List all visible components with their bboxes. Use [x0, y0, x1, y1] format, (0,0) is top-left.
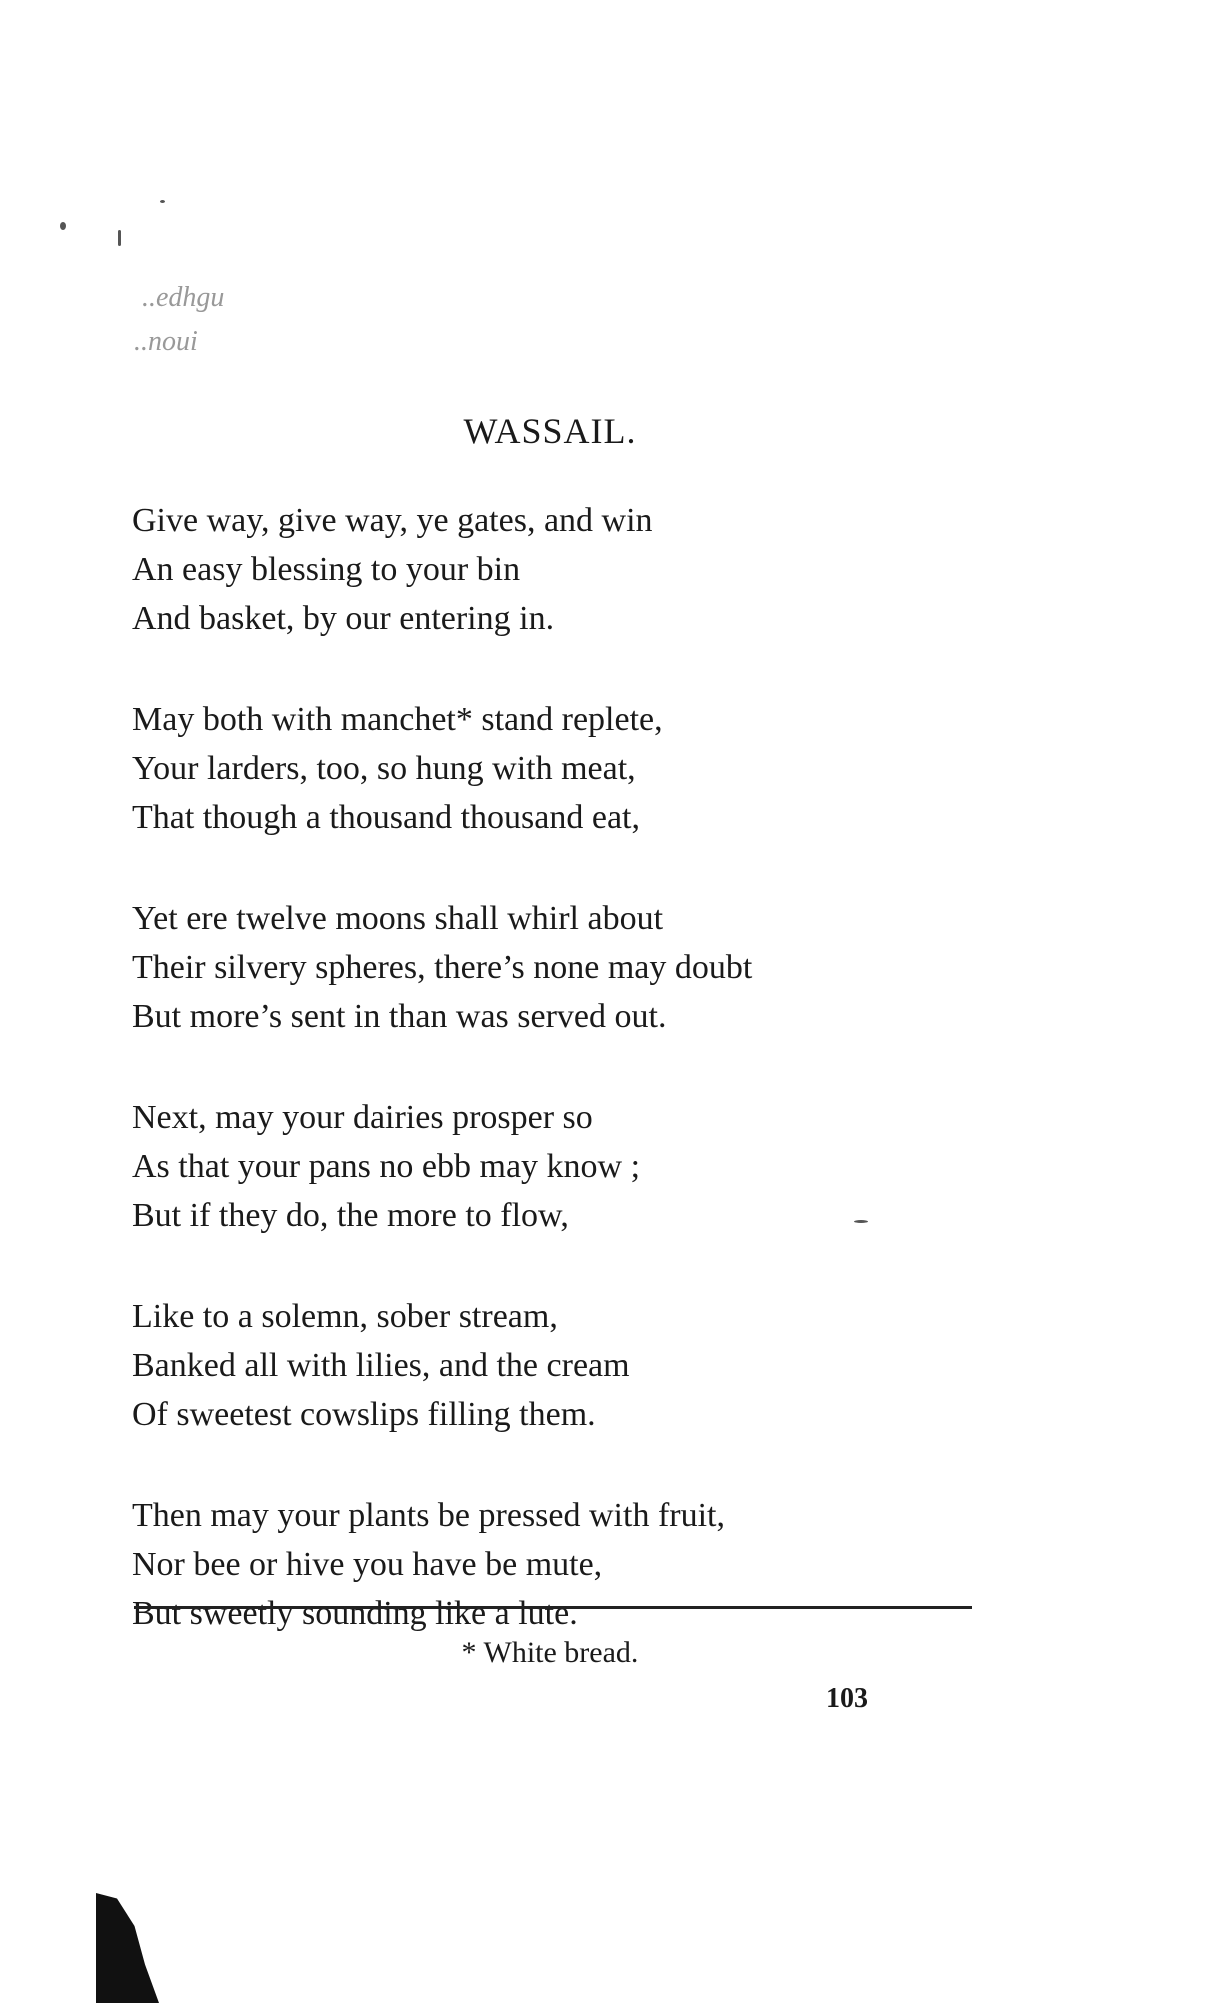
- poem-line: Like to a solemn, sober stream,: [132, 1298, 558, 1335]
- poem-line: Nor bee or hive you have be mute,: [132, 1546, 603, 1583]
- poem-body: [132, 496, 1032, 1690]
- poem-line: Yet ere twelve moons shall whirl about: [132, 900, 664, 937]
- stanza-4: [132, 1093, 1032, 1240]
- poem-line: Your larders, too, so hung with meat,: [132, 750, 636, 787]
- poem-line: May both with manchet* stand replete,: [132, 701, 663, 738]
- poem-line: That though a thousand thousand eat,: [132, 799, 641, 836]
- poem-line: Banked all with lilies, and the cream: [132, 1347, 630, 1384]
- stanza-5: [132, 1292, 1032, 1439]
- poem-line: But more’s sent in than was served out.: [132, 998, 667, 1035]
- poem-line: And basket, by our entering in.: [132, 600, 555, 637]
- ink-speck: [118, 230, 121, 246]
- poem-line: An easy blessing to your bin: [132, 551, 521, 588]
- poem-line: But if they do, the more to flow,: [132, 1197, 569, 1234]
- bleed-through-text-1: ..edhgu: [142, 282, 225, 313]
- poem-line: Next, may your dairies prosper so: [132, 1099, 593, 1136]
- poem-line: Then may your plants be pressed with fruit,: [132, 1497, 725, 1534]
- footnote-rule: [134, 1606, 972, 1609]
- poem-line: Their silvery spheres, there’s none may doubt: [132, 949, 753, 986]
- stanza-3: [132, 894, 1032, 1041]
- poem-line: Of sweetest cowslips filling them.: [132, 1396, 596, 1433]
- poem-line: But sweetly sounding like a lute.: [132, 1595, 578, 1632]
- binding-edge-shadow: [96, 1893, 166, 2003]
- bleed-through-text-2: ..noui: [134, 326, 198, 357]
- footnote: * White bread.: [461, 1636, 639, 1669]
- ink-speck: [60, 222, 66, 230]
- stanza-1: [132, 496, 1032, 643]
- ink-speck: [160, 200, 165, 203]
- poem-line: Give way, give way, ye gates, and win: [132, 502, 653, 539]
- page-number: 103: [826, 1683, 868, 1714]
- stanza-2: [132, 695, 1032, 842]
- poem-title: WASSAIL.: [463, 411, 637, 451]
- poem-line: As that your pans no ebb may know ;: [132, 1148, 641, 1185]
- stanza-6: [132, 1491, 1032, 1638]
